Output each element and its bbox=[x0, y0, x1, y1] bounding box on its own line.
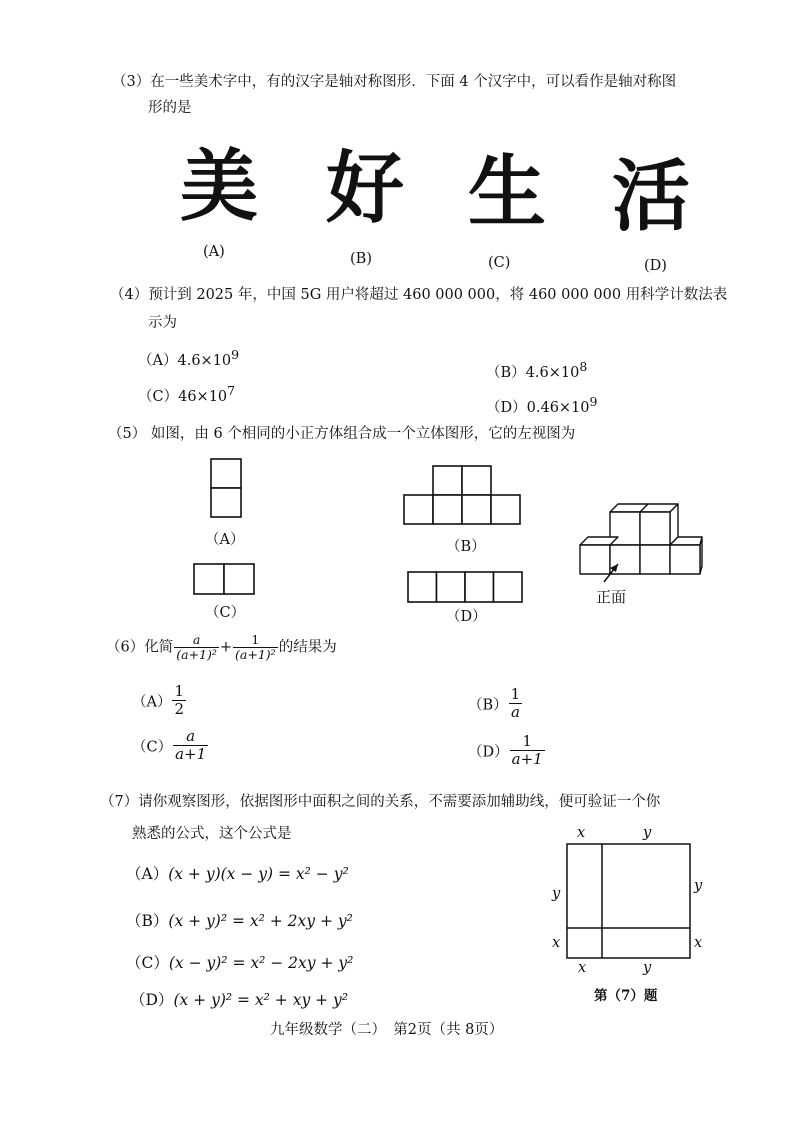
q5-number: （5） bbox=[108, 426, 147, 442]
q7-fig-bottom-x: x bbox=[578, 960, 587, 976]
q6-option-c: （C） $\frac{a}{a+1}$ bbox=[132, 727, 207, 764]
q7-text-line2: 熟悉的公式，这个公式是 bbox=[132, 826, 292, 842]
q3-char-c: 生 bbox=[468, 148, 547, 238]
q7-fig-right-y: y bbox=[694, 878, 703, 894]
q5-option-b-figure bbox=[404, 466, 524, 526]
q6-option-d: （D） $\frac{1}{a+1}$ bbox=[468, 732, 543, 769]
q5-label-a: （A） bbox=[205, 532, 245, 548]
q7-caption: 第（7）题 bbox=[594, 988, 658, 1004]
q7-text-line1 bbox=[100, 790, 660, 811]
q4-option-b: $(B)4.6\times 10^8$ bbox=[486, 359, 588, 381]
q6-frac2: $\frac{1}{\text{(a+1)²}}$ bbox=[235, 632, 276, 663]
q5-option-a-figure bbox=[211, 459, 243, 519]
q5-stem: 如图，由 6 个相同的小正方体组合成一个立体图形，它的左视图为 bbox=[150, 426, 576, 442]
q6-frac1: $\frac{a}{\text{(a+1)²}}$ bbox=[176, 632, 217, 663]
q7-option-d: （D）(x + y)² = x² + xy + y² bbox=[130, 991, 349, 1009]
q7-fig-top-y: y bbox=[643, 825, 652, 841]
q5-label-c: （C） bbox=[205, 605, 246, 621]
q7-fig-left-y: y bbox=[552, 886, 561, 902]
q7-stem: 请你观察图形，依据图形中面积之间的关系，不需要添加辅助线，便可验证一个你 bbox=[138, 794, 661, 810]
q5-label-b: （B） bbox=[446, 539, 486, 555]
q4-number: （4） bbox=[110, 287, 149, 303]
q5-label-d: （D） bbox=[446, 609, 487, 625]
q5-front-label: 正面 bbox=[596, 588, 627, 606]
q3-stem: 在一些美术字中，有的汉字是轴对称图形．下面 4 个汉字中，可以看作是轴对称图 bbox=[150, 74, 677, 90]
q3-text-line1 bbox=[112, 70, 676, 91]
q7-option-a: （A）(x + y)(x − y) = x² − y² bbox=[126, 865, 349, 883]
q4-text-line1 bbox=[110, 283, 727, 304]
q3-char-a: 美 bbox=[180, 142, 259, 232]
q7-number: （7） bbox=[100, 794, 139, 810]
q5-option-c-figure bbox=[194, 564, 256, 596]
q6-number: （6） bbox=[106, 639, 145, 656]
q3-char-d: 活 bbox=[612, 152, 691, 242]
q4-option-d: $(D)0.46\times 10^9$ bbox=[486, 394, 598, 416]
page-footer: 九年级数学（二） 第2页（共 8页） bbox=[270, 1022, 504, 1038]
q7-option-c: （C）(x − y)² = x² − 2xy + y² bbox=[126, 954, 354, 972]
q7-square-figure bbox=[566, 843, 692, 961]
q4-text-line2: 示为 bbox=[148, 315, 177, 331]
q3-label-d: (D) bbox=[644, 258, 667, 274]
q3-text-line2: 形的是 bbox=[148, 100, 192, 116]
q7-fig-left-x: x bbox=[552, 935, 561, 951]
q3-char-b: 好 bbox=[326, 144, 405, 234]
q3-number: （3） bbox=[112, 74, 151, 90]
q4-option-c: $(C)46\times 10^7$ bbox=[138, 383, 236, 405]
q3-label-b: (B) bbox=[350, 251, 372, 267]
q3-label-c: (C) bbox=[488, 255, 511, 271]
q5-text bbox=[108, 422, 575, 443]
q7-fig-right-x: x bbox=[694, 935, 703, 951]
q7-option-b: （B）(x + y)² = x² + 2xy + y² bbox=[126, 912, 353, 930]
q4-stem: 预计到 2025 年，中国 5G 用户将超过 460 000 000，将 460 000 000 用科学计数法表 bbox=[148, 287, 728, 303]
q7-fig-top-x: x bbox=[577, 825, 586, 841]
q5-solid-figure bbox=[574, 504, 704, 584]
q4-option-a: $(A)4.6\times 10^9$ bbox=[138, 347, 240, 369]
q6-option-a: （A） $\frac{1}{2}$ bbox=[132, 682, 185, 719]
q7-fig-bottom-y: y bbox=[643, 960, 652, 976]
q6-text: （6）化简 $\frac{a}{\text{(a+1)²}}$ + $\frac{1}{\text{(a+1)²}}$ 的结果为 bbox=[106, 632, 337, 663]
q5-option-d-figure bbox=[408, 572, 526, 604]
q6-option-b: （B） $\frac{1}{a}$ bbox=[468, 685, 521, 722]
q3-label-a: (A) bbox=[203, 244, 225, 260]
